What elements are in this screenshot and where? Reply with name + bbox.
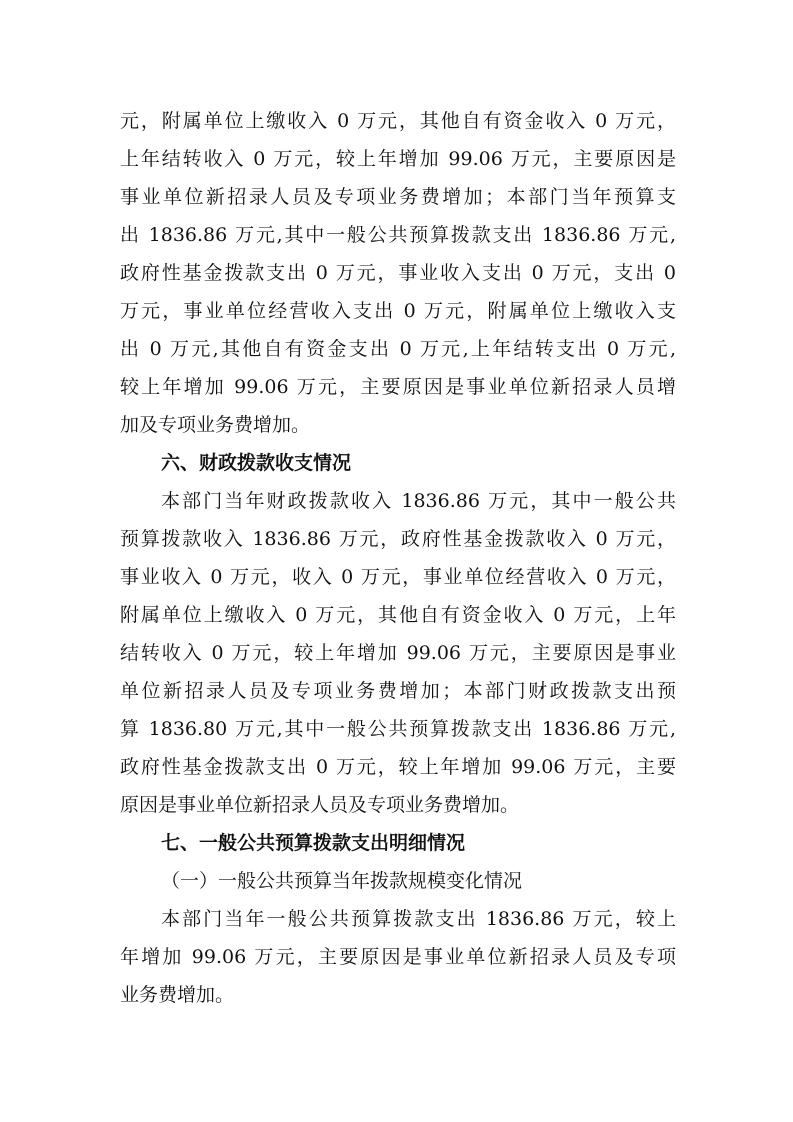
paragraph-line: 业务费增加。	[120, 984, 235, 1006]
paragraph-line: 万元，事业单位经营收入支出 0 万元，附属单位上缴收入支	[120, 300, 676, 322]
paragraph-line: 原因是事业单位新招录人员及专项业务费增加。	[120, 794, 520, 816]
paragraph-line: 政府性基金拨款支出 0 万元，事业收入支出 0 万元，支出 0	[120, 262, 676, 284]
section-heading: 六、财政拨款收支情况	[161, 452, 352, 474]
paragraph-line: 出 1836.86 万元,其中一般公共预算拨款支出 1836.86 万元,	[120, 224, 676, 246]
paragraph-line: 出 0 万元,其他自有资金支出 0 万元,上年结转支出 0 万元,	[120, 338, 676, 360]
paragraph-line: 事业单位新招录人员及专项业务费增加；本部门当年预算支	[120, 186, 676, 208]
paragraph-line: 算 1836.80 万元,其中一般公共预算拨款支出 1836.86 万元,	[120, 718, 676, 740]
paragraph-line: 元，附属单位上缴收入 0 万元，其他自有资金收入 0 万元，	[120, 110, 676, 132]
paragraph-line: 加及专项业务费增加。	[120, 414, 311, 436]
paragraph-line: 上年结转收入 0 万元，较上年增加 99.06 万元，主要原因是	[120, 148, 676, 170]
subsection-heading: （一）一般公共预算当年拨款规模变化情况	[161, 870, 523, 892]
paragraph-line: 政府性基金拨款支出 0 万元，较上年增加 99.06 万元，主要	[120, 756, 676, 778]
paragraph-line: 结转收入 0 万元，较上年增加 99.06 万元，主要原因是事业	[120, 642, 676, 664]
paragraph-line: 本部门当年一般公共预算拨款支出 1836.86 万元，较上	[161, 908, 676, 930]
section-heading: 七、一般公共预算拨款支出明细情况	[161, 832, 466, 854]
paragraph-line: 事业收入 0 万元，收入 0 万元，事业单位经营收入 0 万元，	[120, 566, 676, 588]
paragraph-line: 预算拨款收入 1836.86 万元，政府性基金拨款收入 0 万元，	[120, 528, 676, 550]
paragraph-line: 附属单位上缴收入 0 万元，其他自有资金收入 0 万元，上年	[120, 604, 676, 626]
paragraph-line: 单位新招录人员及专项业务费增加；本部门财政拨款支出预	[120, 680, 676, 702]
paragraph-line: 年增加 99.06 万元，主要原因是事业单位新招录人员及专项	[120, 946, 676, 968]
paragraph-line: 本部门当年财政拨款收入 1836.86 万元，其中一般公共	[161, 490, 676, 512]
paragraph-line: 较上年增加 99.06 万元，主要原因是事业单位新招录人员增	[120, 376, 676, 398]
